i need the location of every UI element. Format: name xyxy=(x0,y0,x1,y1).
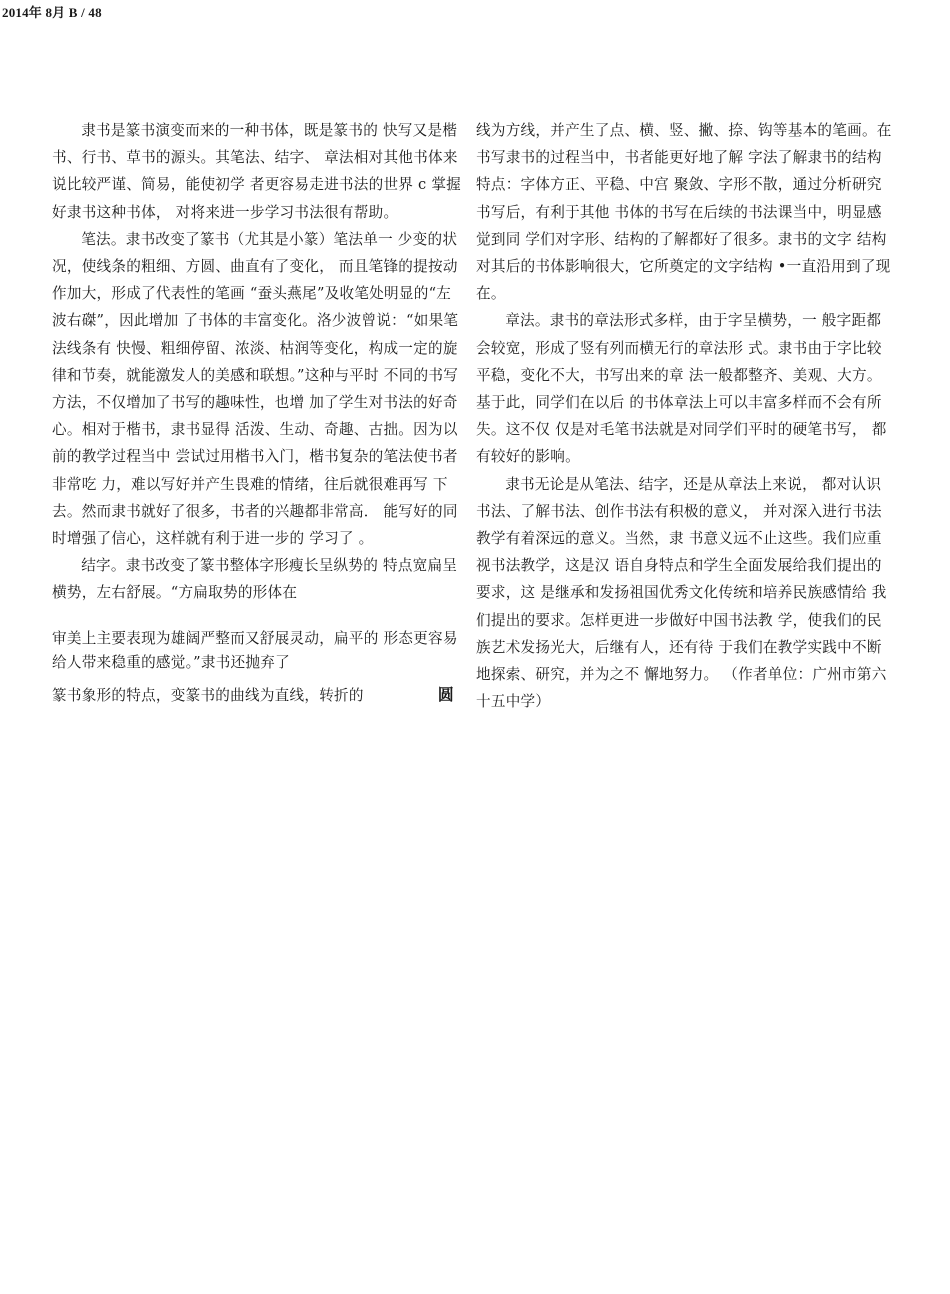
paragraph-continued: 线为方线，并产生了点、横、竖、撇、捺、钩等基本的笔画。在书写隶书的过程当中，书者能更好地了解 字法了解隶书的结构特点：字体方正、平稳、中宫 聚敛、字形不散，通过分析研究书写后，有利于其他 书体的书写在后续的书法课当中，明显感觉到同 学们对字形、结构的了解都好了很多。隶书的文字 结构对其后的书体影响很大，它所奠定的文字结构 •一直沿用到了现在。 xyxy=(476,122,892,303)
paragraph-jiezi-continued: 审美上主要表现为雄阔严整而又舒展灵动，扁平的 形态更容易给人带来稳重的感觉。”隶书还抛弃了 xyxy=(52,629,458,671)
right-column xyxy=(476,117,896,715)
paragraph-zhangfa: 章法。隶书的章法形式多样，由于字呈横势，一 般字距都会较宽，形成了竖有列而横无行的章法形 式。隶书由于字比较平稳，变化不大，书写出来的章 法一般都整齐、美观、大方。基于此，同学们在以后 的书体章法上可以丰富多样而不会有所失。这不仅 仅是对毛笔书法就是对同学们平时的硬笔书写， 都有较好的影响。 xyxy=(476,312,887,466)
paragraph-bifa: 笔法。隶书改变了篆书（尤其是小篆）笔法单一 少变的状况，使线条的粗细、方圆、曲直有了变化， 而且笔锋的提按动作加大，形成了代表性的笔画 “蚕头燕尾”及收笔处明显的“左波右磔”，因此增加 了书体的丰富变化。洛少波曾说：“如果笔法线条有 快慢、粗细停留、浓淡、枯润等变化，构成一定的旋 律和节奏，就能激发人的美感和联想。”这种与平时 不同的书写方法，不仅增加了书写的趣味性，也增 加了学生对书法的好奇心。相对于楷书，隶书显得 活泼、生动、奇趣、古拙。因为以前的教学过程当中 尝试过用楷书入门，楷书复杂的笔法使书者非常吃 力，难以写好并产生畏难的情绪，往后就很难再写 下去。然而隶书就好了很多，书者的兴趣都非常高． 能写好的同时增强了信心，这样就有利于进一步的 学习了 。 xyxy=(52,230,459,548)
paragraph-conclusion: 隶书无论是从笔法、结字，还是从章法上来说， 都对认识书法、了解书法、创作书法有积极的意义， 并对深入进行书法教学有着深远的意义。当然，隶 书意义远不止这些。我们应重视书法教学，这是汉 语自身特点和学生全面发展给我们提出的要求，这 是继承和发扬祖国优秀文化传统和培养民族感情给 我们提出的要求。怎样更进一步做好中国书法教 学，使我们的民族艺术发扬光大，后继有人，还有待 于我们在教学实践中不断地探索、研究，并为之不 懈地努力。 （作者单位：广州市第六十五中学） xyxy=(476,475,887,711)
left-column xyxy=(52,117,464,709)
stray-character: 圆 xyxy=(437,684,454,704)
page-header-issue: 2014年 8月 B / 48 xyxy=(2,5,102,20)
paragraph-jiezi: 结字。隶书改变了篆书整体字形瘦长呈纵势的 特点宽扁呈横势，左右舒展。“方扁取势的形体在 xyxy=(52,557,458,602)
paragraph-intro: 隶书是篆书演变而来的一种书体，既是篆书的 快写又是楷书、行书、草书的源头。其笔法、结字、 章法相对其他书体来说比较严谨、简易，能使初学 者更容易走进书法的世界 c 掌握好隶书这种书体， 对将来进一步学习书法很有帮助。 xyxy=(52,122,462,221)
paragraph-jiezi-tail: 篆书象形的特点，变篆书的曲线为直线，转折的 xyxy=(52,686,364,704)
paragraph-jiezi-last-line xyxy=(52,681,464,709)
